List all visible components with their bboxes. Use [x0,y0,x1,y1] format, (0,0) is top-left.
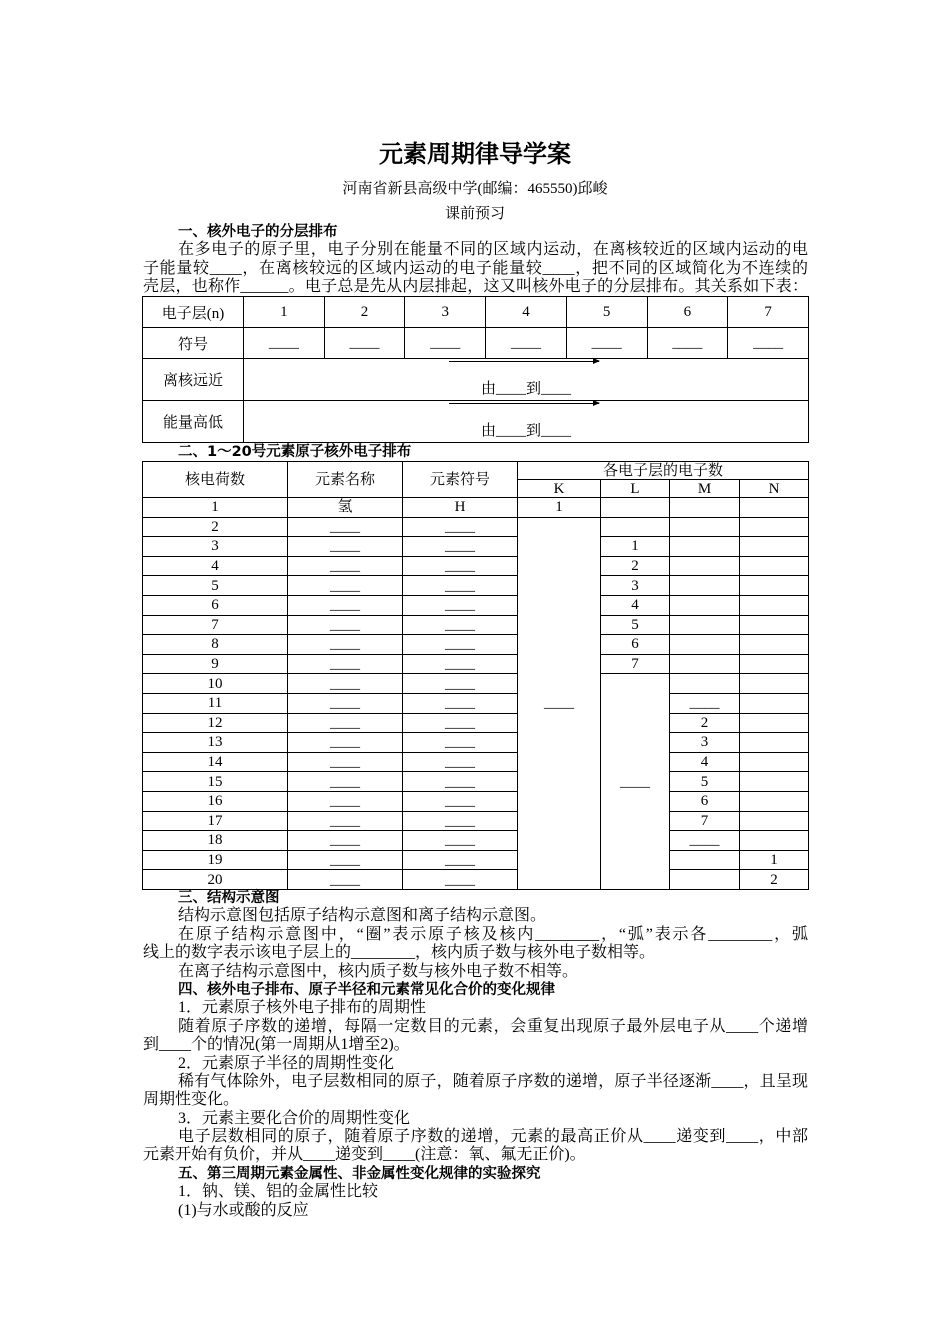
symbol-blank: ____ [324,328,405,359]
table-row [143,870,809,890]
m-shell-cell [670,850,740,870]
element-symbol-cell: ____ [403,576,518,596]
symbol-blank: ____ [647,328,728,359]
element-name-cell: 氢 [288,498,403,518]
m-shell-cell [670,537,740,557]
element-symbol-cell: ____ [403,772,518,792]
n-shell-cell [740,556,809,576]
table-row [143,831,809,851]
n-shell-cell [740,693,809,713]
symbol-blank: ____ [566,328,647,359]
m-shell-cell: ____ [670,693,740,713]
layer-cell: 4 [486,297,567,328]
paragraph-line: 3．元素主要化合价的周期性变化 [178,1109,411,1127]
layer-cell: 7 [728,297,809,328]
table-row [143,693,809,713]
nuclear-charge-cell: 2 [143,517,288,537]
element-name-cell: ____ [288,752,403,772]
nuclear-charge-cell: 15 [143,772,288,792]
row-label: 离核远近 [143,359,244,401]
from-to-text: 由____到____ [480,381,571,397]
nuclear-charge-cell: 4 [143,556,288,576]
nuclear-charge-cell: 3 [143,537,288,557]
m-shell-cell: 7 [670,811,740,831]
element-symbol-cell: ____ [403,733,518,753]
right-arrow-icon [449,403,599,404]
n-shell-cell [740,752,809,772]
l-shell-cell: 7 [601,654,670,674]
m-shell-cell [670,870,740,890]
element-symbol-cell: ____ [403,713,518,733]
l-shell-cell: ____ [601,674,670,890]
nuclear-charge-cell: 9 [143,654,288,674]
shell-header: L [601,480,670,498]
element-symbol-cell: ____ [403,870,518,890]
n-shell-cell [740,713,809,733]
table-row [143,556,809,576]
electron-shell-table [142,296,809,443]
l-shell-cell: 6 [601,635,670,655]
paragraph-line: 在原子结构示意图中，“圈”表示原子核及核内________，“弧”表示各________，弧 [178,925,808,943]
element-symbol-cell: ____ [403,595,518,615]
electron-config-table [142,461,809,890]
nuclear-charge-cell: 13 [143,733,288,753]
n-shell-cell [740,498,809,518]
m-shell-cell [670,498,740,518]
section-2 [143,443,808,461]
nuclear-charge-cell: 11 [143,693,288,713]
n-shell-cell [740,831,809,851]
element-symbol-cell: ____ [403,693,518,713]
element-symbol-cell: ____ [403,791,518,811]
shell-header: K [518,480,601,498]
nuclear-charge-cell: 16 [143,791,288,811]
nuclear-charge-cell: 12 [143,713,288,733]
table-row [143,576,809,596]
n-shell-cell [740,811,809,831]
element-symbol-cell: ____ [403,752,518,772]
element-name-cell: ____ [288,635,403,655]
paragraph-line: 随着原子序数的递增，每隔一定数目的元素，会重复出现原子最外层电子从____个递增 [178,1017,808,1035]
symbol-blank: ____ [244,328,325,359]
element-symbol-cell: ____ [403,556,518,576]
table-row [143,517,809,537]
paragraph-line: 在多电子的原子里，电子分别在能量不同的区域内运动，在离核较近的区域内运动的电 [178,241,808,259]
row-label: 符号 [143,328,244,359]
section-heading: 二、1～20号元素原子核外电子排布 [178,444,412,460]
m-shell-cell [670,556,740,576]
paragraph-line: 1．元素原子核外电子排布的周期性 [178,999,427,1017]
table-row [143,635,809,655]
n-shell-cell [740,576,809,596]
header-cell: 元素名称 [288,462,403,498]
paragraph-line: 2．元素原子半径的周期性变化 [178,1054,395,1072]
energy-cell [244,401,809,443]
n-shell-cell [740,635,809,655]
element-name-cell: ____ [288,693,403,713]
l-shell-cell: 1 [601,537,670,557]
section-1 [143,223,808,297]
n-shell-cell [740,772,809,792]
paragraph-line: (1)与水或酸的反应 [178,1201,309,1219]
n-shell-cell: 2 [740,870,809,890]
nuclear-charge-cell: 7 [143,615,288,635]
header-cell: 元素符号 [403,462,518,498]
nuclear-charge-cell: 8 [143,635,288,655]
element-name-cell: ____ [288,537,403,557]
paragraph-line: 子能量较____，在离核较远的区域内运动的电子能量较____，把不同的区域简化为不连续的 [143,259,808,277]
n-shell-cell: 1 [740,850,809,870]
l-shell-cell: 4 [601,595,670,615]
element-name-cell: ____ [288,831,403,851]
element-name-cell: ____ [288,713,403,733]
nuclear-charge-cell: 20 [143,870,288,890]
element-name-cell: ____ [288,517,403,537]
n-shell-cell [740,537,809,557]
layer-cell: 5 [566,297,647,328]
m-shell-cell: ____ [670,831,740,851]
section-3-to-5 [143,889,808,1220]
layer-cell: 3 [405,297,486,328]
element-name-cell: ____ [288,791,403,811]
row-label: 能量高低 [143,401,244,443]
element-name-cell: ____ [288,654,403,674]
element-symbol-cell: ____ [403,850,518,870]
section-heading: 一、核外电子的分层排布 [178,224,338,240]
right-arrow-icon [449,361,599,362]
element-name-cell: ____ [288,811,403,831]
table-row [143,811,809,831]
element-symbol-cell: H [403,498,518,518]
shell-header: N [740,480,809,498]
m-shell-cell: 5 [670,772,740,792]
n-shell-cell [740,791,809,811]
element-name-cell: ____ [288,576,403,596]
m-shell-cell: 6 [670,791,740,811]
table-row [143,791,809,811]
table-row [143,850,809,870]
paragraph-line: 稀有气体除外，电子层数相同的原子，随着原子序数的递增，原子半径逐渐____，且呈现 [178,1072,808,1090]
author-line: 河南省新县高级中学(邮编：465550)邱峻 [342,181,608,197]
layer-cell: 6 [647,297,728,328]
l-shell-cell [601,517,670,537]
element-symbol-cell: ____ [403,635,518,655]
m-shell-cell [670,635,740,655]
table-row [143,654,809,674]
m-shell-cell [670,595,740,615]
element-symbol-cell: ____ [403,831,518,851]
row-label: 电子层(n) [143,297,244,328]
header-cell: 核电荷数 [143,462,288,498]
k-shell-cell: ____ [518,517,601,889]
paragraph-line: 电子层数相同的原子，随着原子序数的递增，元素的最高正价从____递变到____，中部 [178,1128,808,1146]
shell-header: M [670,480,740,498]
nuclear-charge-cell: 14 [143,752,288,772]
n-shell-cell [740,654,809,674]
element-symbol-cell: ____ [403,674,518,694]
element-name-cell: ____ [288,595,403,615]
element-symbol-cell: ____ [403,517,518,537]
layer-cell: 2 [324,297,405,328]
paragraph-line: 线上的数字表示该电子层上的________，核内质子数与核外电子数相等。 [143,944,656,962]
m-shell-cell: 2 [670,713,740,733]
nuclear-charge-cell: 19 [143,850,288,870]
section-heading: 四、核外电子排布、原子半径和元素常见化合价的变化规律 [178,981,555,998]
element-symbol-cell: ____ [403,654,518,674]
nuclear-charge-cell: 5 [143,576,288,596]
paragraph-line: 结构示意图包括原子结构示意图和离子结构示意图。 [178,907,547,925]
l-shell-cell: 3 [601,576,670,596]
element-name-cell: ____ [288,733,403,753]
element-symbol-cell: ____ [403,615,518,635]
m-shell-cell [670,576,740,596]
paragraph-line: 壳层，也称作______。电子总是先从内层排起，这又叫核外电子的分层排布。其关系如下表： [143,278,808,296]
element-symbol-cell: ____ [403,811,518,831]
n-shell-cell [740,595,809,615]
document-title: 元素周期律导学案 [379,140,571,168]
symbol-blank: ____ [728,328,809,359]
m-shell-cell: 3 [670,733,740,753]
element-name-cell: ____ [288,615,403,635]
subtitle: 课前预习 [444,206,505,222]
section-heading: 五、第三周期元素金属性、非金属性变化规律的实验探究 [178,1165,541,1182]
paragraph-line: 周期性变化。 [143,1091,240,1109]
table-row [143,498,809,518]
nuclear-charge-cell: 18 [143,831,288,851]
n-shell-cell [740,615,809,635]
element-name-cell: ____ [288,556,403,576]
table-row [143,674,809,694]
table-row [143,537,809,557]
paragraph-line: 1．钠、镁、铝的金属性比较 [178,1183,379,1201]
layer-cell: 1 [244,297,325,328]
table-row [143,772,809,792]
m-shell-cell [670,674,740,694]
table-row [143,595,809,615]
element-name-cell: ____ [288,674,403,694]
table-row [143,615,809,635]
symbol-blank: ____ [405,328,486,359]
symbol-blank: ____ [486,328,567,359]
l-shell-cell: 2 [601,556,670,576]
from-to-text: 由____到____ [480,423,571,439]
nuclear-charge-cell: 17 [143,811,288,831]
paragraph-line: 到____个的情况(第一周期从1增至2)。 [143,1036,410,1054]
element-symbol-cell: ____ [403,537,518,557]
element-name-cell: ____ [288,850,403,870]
m-shell-cell [670,517,740,537]
k-shell-cell: 1 [518,498,601,518]
table-row [143,752,809,772]
nuclear-charge-cell: 10 [143,674,288,694]
n-shell-cell [740,517,809,537]
nuclear-charge-cell: 1 [143,498,288,518]
m-shell-cell: 4 [670,752,740,772]
header-cell: 各电子层的电子数 [518,462,809,480]
nuclear-charge-cell: 6 [143,595,288,615]
element-name-cell: ____ [288,870,403,890]
n-shell-cell [740,733,809,753]
l-shell-cell [601,498,670,518]
distance-cell [244,359,809,401]
l-shell-cell: 5 [601,615,670,635]
m-shell-cell [670,654,740,674]
m-shell-cell [670,615,740,635]
paragraph-line: 在离子结构示意图中，核内质子数与核外电子数不相等。 [178,962,579,980]
table-row [143,713,809,733]
table-row [143,733,809,753]
element-name-cell: ____ [288,772,403,792]
n-shell-cell [740,674,809,694]
section-heading: 三、结构示意图 [178,890,280,906]
paragraph-line: 元素开始有负价，并从____递变到____(注意：氧、氟无正价)。 [143,1146,586,1164]
